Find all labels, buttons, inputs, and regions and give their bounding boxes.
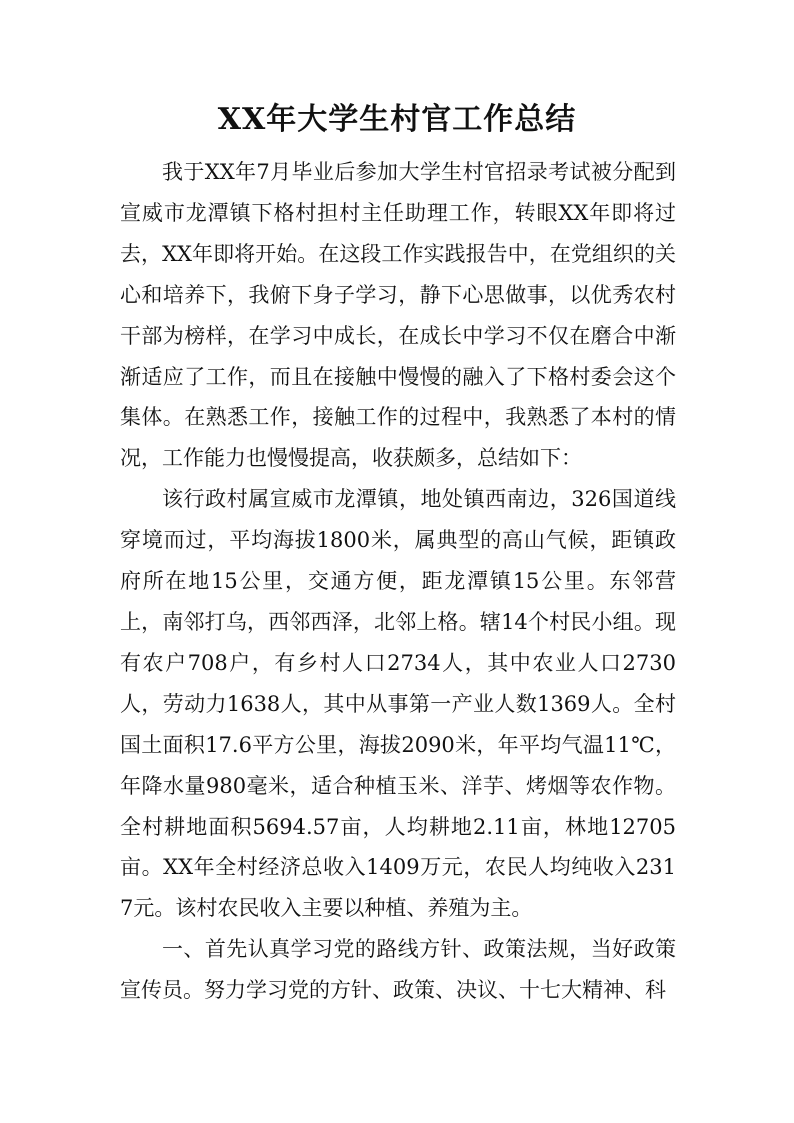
paragraph-intro: 我于XX年7月毕业后参加大学生村官招录考试被分配到宣威市龙潭镇下格村担村主任助理工作，转眼XX年即将过去，XX年即将开始。在这段工作实践报告中，在党组织的关心和培养下，我俯下身子学习，静下心思做事，以优秀农村干部为榜样，在学习中成长，在成长中学习不仅在磨合中渐渐适应了工作，而且在接触中慢慢的融入了下格村委会这个集体。在熟悉工作，接触工作的过程中，我熟悉了本村的情况，工作能力也慢慢提高，收获颇多，总结如下：: [120, 160, 676, 471]
paragraph-section-one: 一、首先认真学习党的路线方针、政策法规，当好政策宣传员。努力学习党的方针、政策、决议、十七大精神、科: [120, 937, 676, 1003]
document-body: [120, 152, 676, 1011]
paragraph-village-profile: 该行政村属宣威市龙潭镇，地处镇西南边，326国道线穿境而过，平均海拔1800米，属典型的高山气候，距镇政府所在地15公里，交通方便，距龙潭镇15公里。东邻营上，南邻打乌，西邻西泽，北邻上格。辖14个村民小组。现有农户708户，有乡村人口2734人，其中农业人口2730人，劳动力1638人，其中从事第一产业人数1369人。全村国土面积17.6平方公里，海拔2090米，年平均气温11℃，年降水量980毫米，适合种植玉米、洋芋、烤烟等农作物。全村耕地面积5694.57亩，人均耕地2.11亩，林地12705亩。XX年全村经济总收入1409万元，农民人均纯收入2317元。该村农民收入主要以种植、养殖为主。: [120, 487, 676, 921]
document-title: XX年大学生村官工作总结: [217, 102, 577, 137]
